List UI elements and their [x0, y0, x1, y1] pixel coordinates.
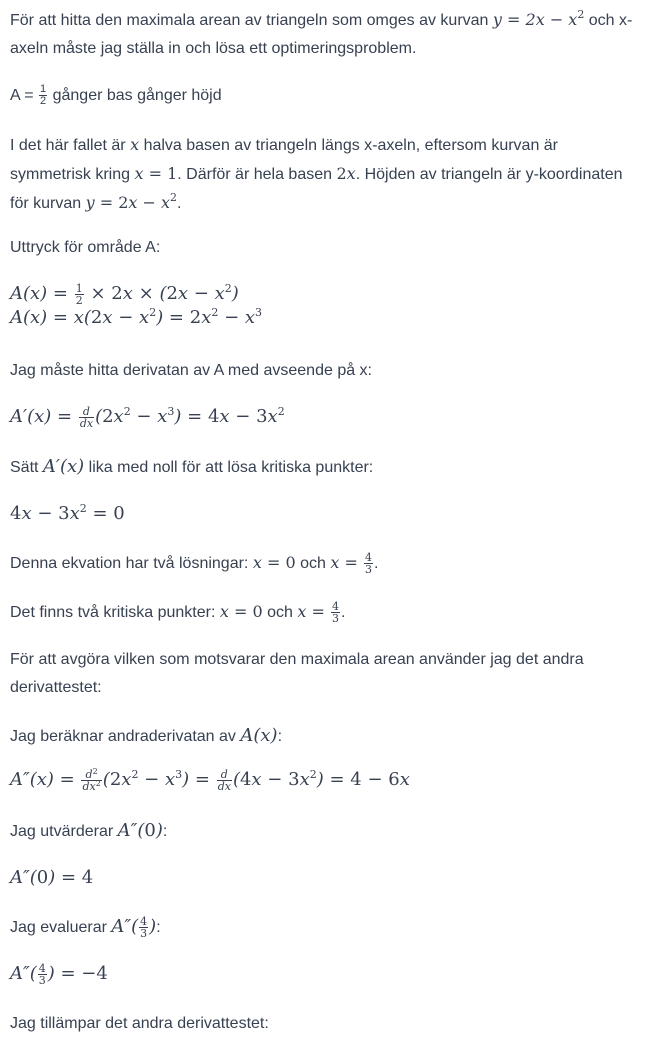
- first-derivative: A′(x) = $\frac{d}{dx}$ $(2x^2 - x^3) = 4x - 3x^2$: [10, 404, 285, 430]
- derive-label: Jag måste hitta derivatan av A med avseende på x:: [10, 362, 372, 379]
- area-formula-a: A =: [10, 87, 34, 104]
- intro-paragraph: [10, 6, 638, 63]
- sol-four-thirds: x = $\frac{4}{3}$: [330, 551, 372, 576]
- eval-43-text: Jag evaluerar: [10, 919, 107, 936]
- explain-text-d: . Höjden av triangeln är y-koordinaten för kurvan: [10, 166, 623, 212]
- area-expr-1: A(x) = $\frac{1}{2}$ × $2x \times (2x - x^2)$: [10, 281, 239, 307]
- eval-zero-line: Jag utvärderar A″(0):: [10, 820, 168, 841]
- intro-text-b: och x-axeln måste jag ställa in och lösa ett optimeringsproblem.: [10, 12, 633, 57]
- second-derivative: A″(x) = $\frac{d^2}{dx^2}$ $(2x^2 - x^3)$ = $\frac{d}{dx}$ $(4x - 3x^2) = 4 - 6x$: [10, 766, 410, 793]
- crit-zero: x = 0: [219, 602, 263, 621]
- second-calc-line: Jag beräknar andraderivatan av A(x):: [10, 725, 283, 746]
- area-formula-line: [10, 82, 638, 110]
- x-eq-1: x = 1: [134, 164, 178, 183]
- solutions-line: Denna ekvation har två lösningar: x = 0 och x = $\frac{4}{3}$ .: [10, 551, 379, 576]
- explain-text-c: . Därför är hela basen: [177, 166, 333, 183]
- half-fraction: $\frac{1}{2}$: [40, 83, 47, 108]
- second-test-paragraph: För att avgöra vilken som motsvarar den maximala arean använder jag det andra derivattestet:: [10, 651, 584, 696]
- eval-zero-text: Jag utvärderar: [10, 823, 114, 840]
- critical-line: Det finns två kritiska punkter: x = 0 och x = $\frac{4}{3}$ .: [10, 600, 346, 625]
- apply-line: Jag tillämpar det andra derivattestet:: [10, 1015, 269, 1032]
- eval-43-line: Jag evaluerar A″( $\frac{4}{3}$ ):: [10, 914, 161, 940]
- explain-paragraph: I det här fallet är x halva basen av triangeln längs x-axeln, eftersom kurvan är symmetrisk kring x = 1. Därför är hela basen 2x. Höjden av triangeln är y-koordinaten för kurvan $y = 2x - x^2$.: [10, 135, 623, 212]
- a2-43-inline: A″( $\frac{4}{3}$ ): [111, 914, 157, 940]
- solutions-and: och: [300, 555, 326, 572]
- expr-label: Uttryck för område A:: [10, 239, 161, 256]
- two-x: 2x: [336, 164, 356, 183]
- critical-and: och: [267, 604, 293, 621]
- a-of-x-inline: A(x): [240, 725, 278, 746]
- explain-text-a: I det här fallet är: [10, 137, 126, 154]
- a2-zero-value: A″(0) = 4: [10, 867, 94, 888]
- crit-four-thirds: x = $\frac{4}{3}$: [297, 600, 339, 625]
- critical-a: Det finns två kritiska punkter:: [10, 604, 216, 621]
- a2-43-value: A″( $\frac{4}{3}$ ) = −4: [10, 961, 108, 987]
- var-x: x: [130, 135, 140, 154]
- second-calc-text: Jag beräknar andraderivatan av: [10, 728, 236, 745]
- area-expr-2: $A(x) = x(2x - x^2) = 2x^2 - x^3$: [10, 306, 263, 328]
- solutions-a: Denna ekvation har två lösningar:: [10, 555, 249, 572]
- set-zero-b: lika med noll för att lösa kritiska punkter:: [88, 459, 374, 476]
- zero-equation: $4x - 3x^2 = 0$: [10, 502, 125, 524]
- a2-zero-inline: A″(0): [117, 820, 163, 841]
- sol-zero: x = 0: [252, 553, 296, 572]
- area-expressions: [10, 282, 638, 330]
- aprime-inline: A′(x): [42, 456, 85, 477]
- set-zero-a: Sätt: [10, 459, 39, 476]
- area-formula-b: gånger bas gånger höjd: [52, 87, 222, 104]
- curve-formula-2: $y = 2x - x^2$: [85, 191, 178, 212]
- curve-formula: $y = 2x - x^2$: [492, 8, 585, 29]
- explain-text-b: halva basen av triangeln längs x-axeln, eftersom kurvan är symmetrisk kring: [10, 137, 559, 183]
- set-zero-line: [10, 453, 638, 482]
- intro-text-a: För att hitta den maximala arean av triangeln som omges av kurvan: [10, 12, 489, 29]
